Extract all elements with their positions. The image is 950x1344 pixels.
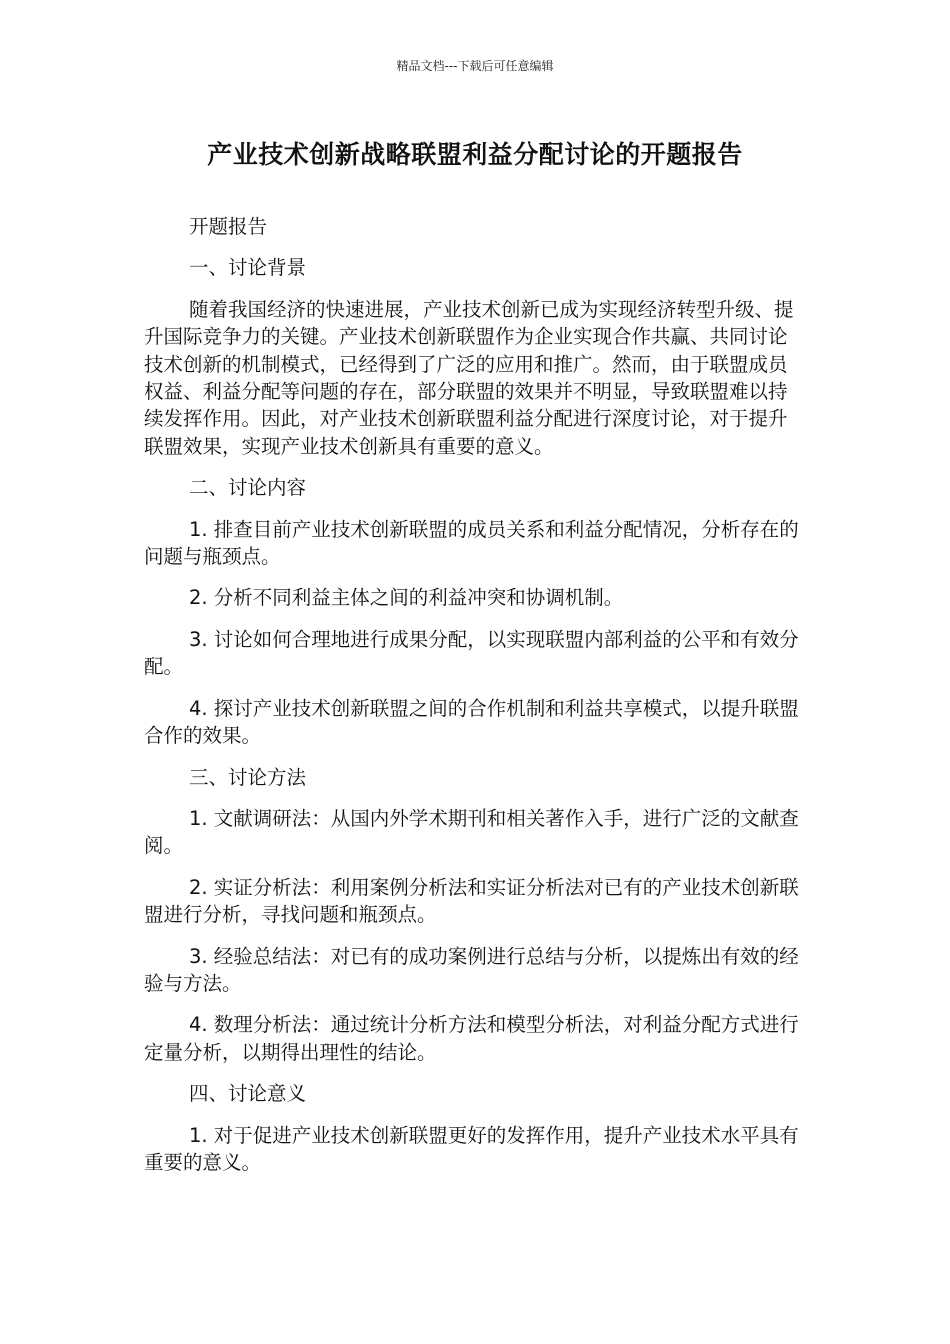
document-body [144,213,804,1190]
paragraph-background: 随着我国经济的快速进展，产业技术创新已成为实现经济转型升级、提升国际竞争力的关键。产业技术创新联盟作为企业实现合作共赢、共同讨论技术创新的机制模式，已经得到了广泛的应用和推广。然而，由于联盟成员权益、利益分配等问题的存在，部分联盟的效果并不明显，导致联盟难以持续发挥作用。因此，对产业技术创新联盟利益分配进行深度讨论，对于提升联盟效果，实现产业技术创新具有重要的意义。 [144,297,794,458]
page-header: 精品文档---下载后可任意编辑 [396,59,554,73]
document-title: 产业技术创新战略联盟利益分配讨论的开题报告 [207,140,743,169]
section-heading-content: 二、讨论内容 [189,476,307,500]
heading-kaiti-baogao: 开题报告 [189,215,268,238]
list-item-method-4: 4. 数理分析法：通过统计分析方法和模型分析法，对利益分配方式进行定量分析，以期得出理性的结论。 [144,1013,799,1064]
list-item-method-2: 2. 实证分析法：利用案例分析法和实证分析法对已有的产业技术创新联盟进行分析，寻找问题和瓶颈点。 [144,875,799,927]
section-heading-significance: 四、讨论意义 [189,1082,307,1106]
list-item-content-3: 3. 讨论如何合理地进行成果分配，以实现联盟内部利益的公平和有效分配。 [144,627,799,679]
section-heading-methods: 三、讨论方法 [189,765,307,789]
section-heading-background: 一、讨论背景 [189,256,307,280]
list-item-content-1: 1. 排查目前产业技术创新联盟的成员关系和利益分配情况，分析存在的问题与瓶颈点。 [144,517,799,569]
list-item-content-2: 2. 分析不同利益主体之间的利益冲突和协调机制。 [189,586,624,610]
list-item-significance-1: 1. 对于促进产业技术创新联盟更好的发挥作用，提升产业技术水平具有重要的意义。 [144,1123,799,1174]
list-item-method-3: 3. 经验总结法：对已有的成功案例进行总结与分析，以提炼出有效的经验与方法。 [144,944,799,995]
list-item-content-4: 4. 探讨产业技术创新联盟之间的合作机制和利益共享模式，以提升联盟合作的效果。 [144,696,799,748]
list-item-method-1: 1. 文献调研法：从国内外学术期刊和相关著作入手，进行广泛的文献查阅。 [144,806,799,858]
